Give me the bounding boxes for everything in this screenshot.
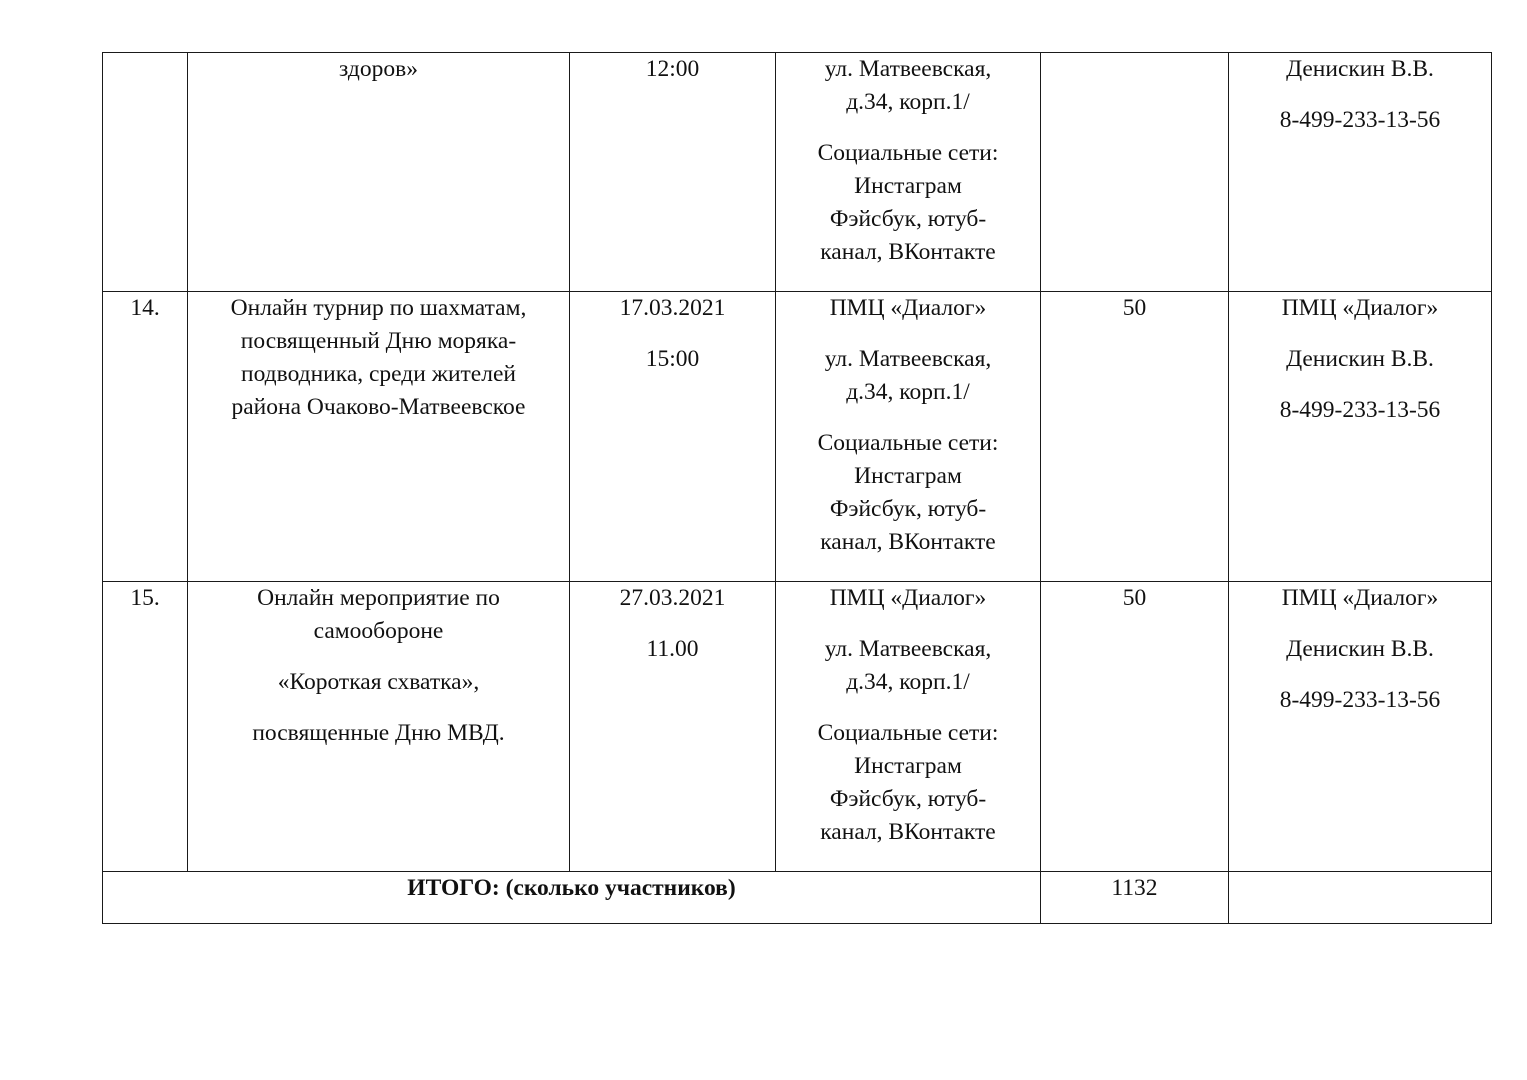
venue-social-block bbox=[776, 427, 1040, 559]
title-line: Онлайн турнир по шахматам, bbox=[230, 295, 527, 321]
venue-social-line: Фэйсбук, ютуб- bbox=[829, 786, 987, 812]
table-row bbox=[103, 582, 1492, 872]
date-time-cell bbox=[570, 582, 776, 872]
responsible-org: ПМЦ «Диалог» bbox=[1281, 295, 1439, 321]
date-text: 27.03.2021 bbox=[619, 585, 726, 611]
title-line: посвященные Дню МВД. bbox=[252, 720, 505, 746]
venue-address-line: ул. Матвеевская, bbox=[824, 56, 992, 82]
venue-social-line: Инстаграм bbox=[854, 753, 962, 779]
venue-address-block bbox=[776, 633, 1040, 699]
responsible-name: Денискин В.В. bbox=[1286, 346, 1434, 372]
venue-address-line: ул. Матвеевская, bbox=[824, 346, 992, 372]
venue-address-line: д.34, корп.1/ bbox=[846, 379, 970, 405]
venue-org: ПМЦ «Диалог» bbox=[829, 295, 987, 321]
responsible-org: ПМЦ «Диалог» bbox=[1281, 585, 1439, 611]
participants-cell bbox=[1041, 582, 1229, 872]
venue-cell bbox=[776, 292, 1041, 582]
venue-social-line: Социальные сети: bbox=[817, 720, 999, 746]
time-text: 11.00 bbox=[646, 636, 699, 662]
venue-address-line: д.34, корп.1/ bbox=[846, 89, 970, 115]
total-label-cell bbox=[103, 872, 1041, 924]
number-cell bbox=[103, 582, 188, 872]
venue-org: ПМЦ «Диалог» bbox=[829, 585, 987, 611]
title-cell bbox=[188, 292, 570, 582]
venue-social-line: канал, ВКонтакте bbox=[820, 239, 996, 265]
venue-social-block bbox=[776, 137, 1040, 269]
venue-social-block bbox=[776, 717, 1040, 849]
date-time-cell bbox=[570, 53, 776, 292]
table-row bbox=[103, 292, 1492, 582]
title-line: Онлайн мероприятие по bbox=[257, 585, 500, 611]
events-table bbox=[102, 52, 1492, 924]
venue-social-line: Социальные сети: bbox=[817, 140, 999, 166]
responsible-name: Денискин В.В. bbox=[1286, 636, 1434, 662]
venue-social-line: Фэйсбук, ютуб- bbox=[829, 496, 987, 522]
venue-cell bbox=[776, 582, 1041, 872]
venue-social-line: канал, ВКонтакте bbox=[820, 819, 996, 845]
date-text: 17.03.2021 bbox=[619, 295, 726, 321]
participants-cell bbox=[1041, 292, 1229, 582]
venue-cell bbox=[776, 53, 1041, 292]
responsible-phone: 8-499-233-13-56 bbox=[1279, 397, 1441, 423]
venue-address-line: ул. Матвеевская, bbox=[824, 636, 992, 662]
number-cell bbox=[103, 292, 188, 582]
venue-social-line: Инстаграм bbox=[854, 173, 962, 199]
venue-social-line: канал, ВКонтакте bbox=[820, 529, 996, 555]
title-cell bbox=[188, 53, 570, 292]
title-cell bbox=[188, 582, 570, 872]
number-cell bbox=[103, 53, 188, 292]
responsible-name: Денискин В.В. bbox=[1286, 56, 1434, 82]
venue-address-block bbox=[776, 343, 1040, 409]
total-label: ИТОГО: (сколько участников) bbox=[407, 875, 736, 901]
table-row-continuation bbox=[103, 53, 1492, 292]
time-text: 12:00 bbox=[645, 56, 700, 82]
row-number: 14. bbox=[130, 295, 160, 321]
responsible-cell bbox=[1229, 582, 1492, 872]
participants-count: 50 bbox=[1122, 295, 1147, 321]
venue-social-line: Инстаграм bbox=[854, 463, 962, 489]
total-value: 1132 bbox=[1111, 875, 1158, 901]
title-line: района Очаково-Матвеевское bbox=[231, 394, 526, 420]
title-tail-text: здоров» bbox=[339, 56, 418, 82]
time-text: 15:00 bbox=[645, 346, 700, 372]
venue-social-line: Фэйсбук, ютуб- bbox=[829, 206, 987, 232]
venue-address-line: д.34, корп.1/ bbox=[846, 669, 970, 695]
title-line: посвященный Дню моряка- bbox=[240, 328, 517, 354]
total-empty-cell bbox=[1229, 872, 1492, 924]
responsible-cell bbox=[1229, 292, 1492, 582]
participants-count: 50 bbox=[1122, 585, 1147, 611]
date-time-cell bbox=[570, 292, 776, 582]
responsible-cell bbox=[1229, 53, 1492, 292]
title-line: самообороне bbox=[313, 618, 444, 644]
row-number: 15. bbox=[130, 585, 160, 611]
responsible-phone: 8-499-233-13-56 bbox=[1279, 687, 1441, 713]
table-row-total bbox=[103, 872, 1492, 924]
participants-cell bbox=[1041, 53, 1229, 292]
venue-social-line: Социальные сети: bbox=[817, 430, 999, 456]
total-value-cell bbox=[1041, 872, 1229, 924]
title-line: «Короткая схватка», bbox=[277, 669, 480, 695]
title-line: подводника, среди жителей bbox=[241, 361, 516, 387]
responsible-phone: 8-499-233-13-56 bbox=[1279, 107, 1441, 133]
